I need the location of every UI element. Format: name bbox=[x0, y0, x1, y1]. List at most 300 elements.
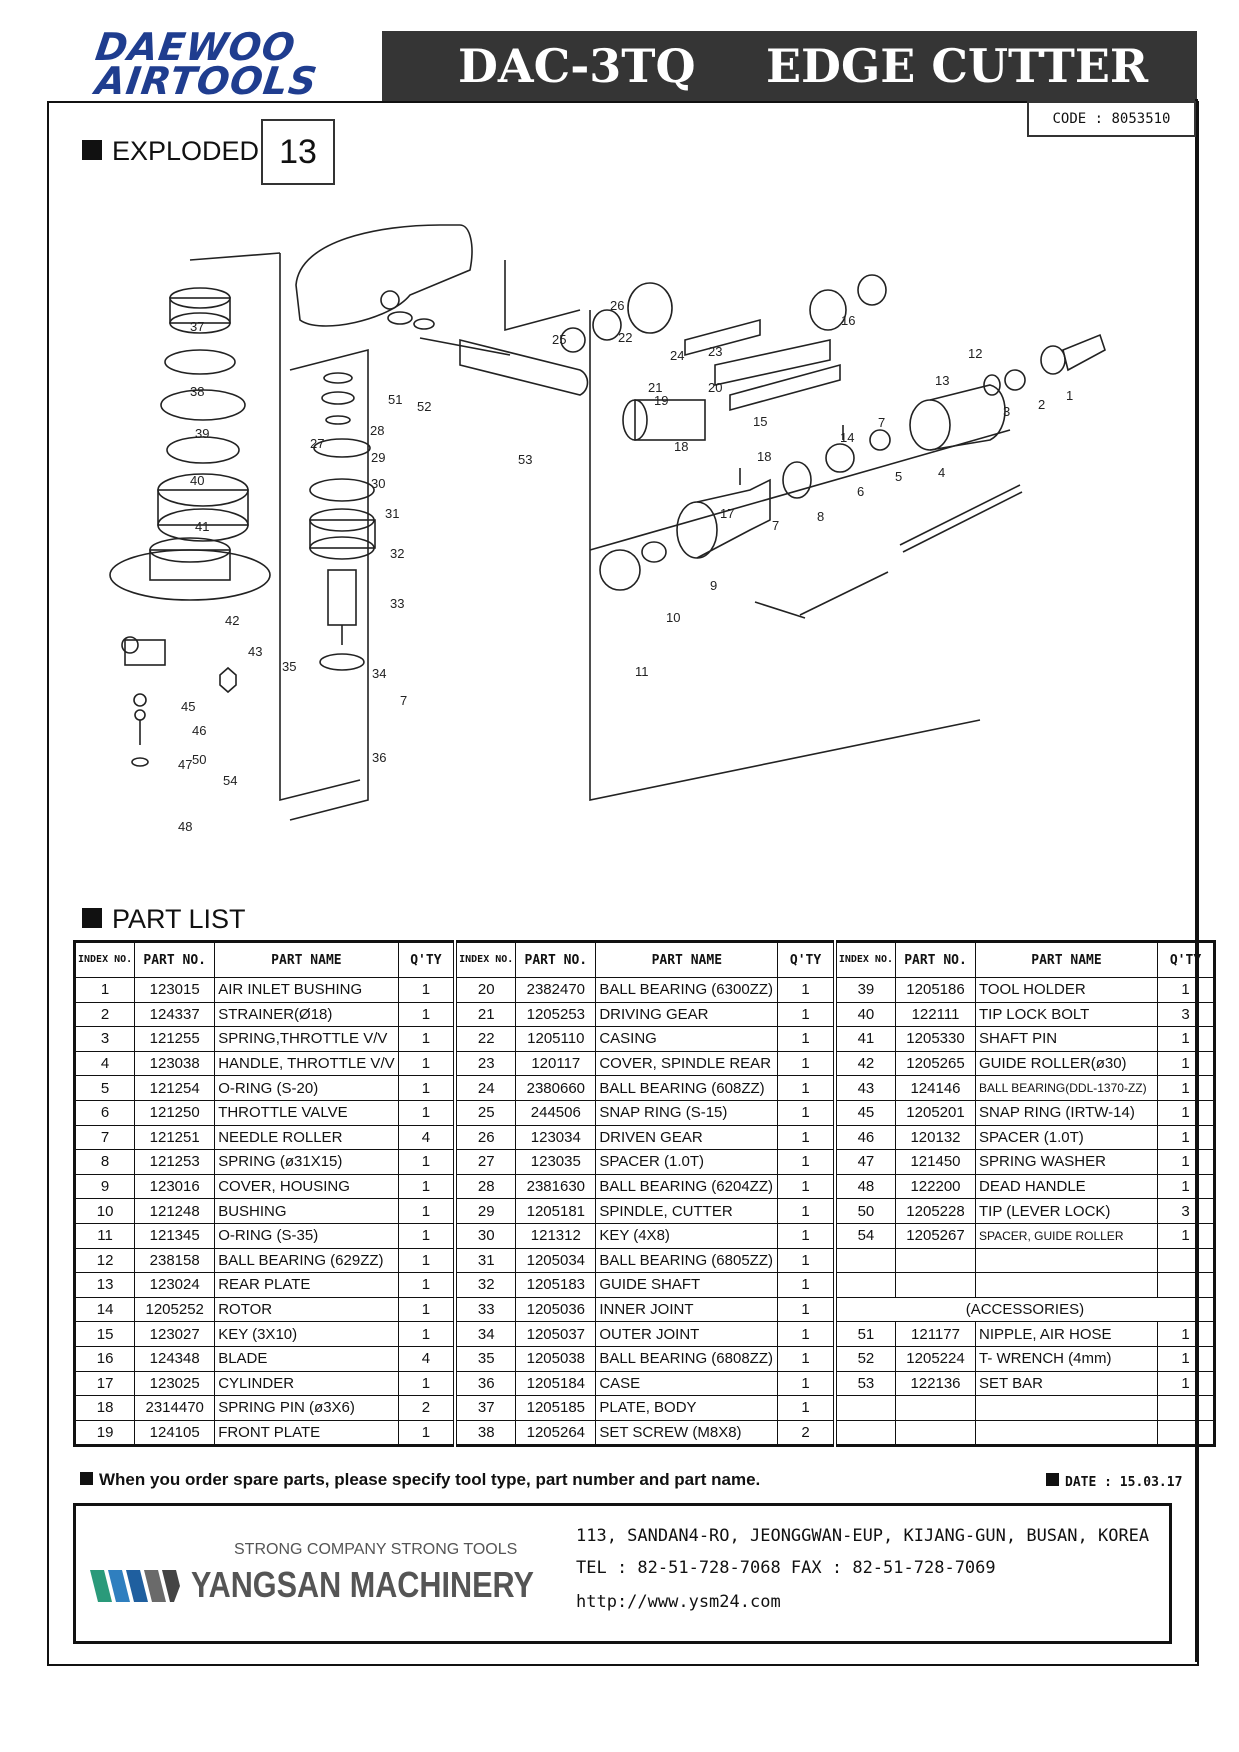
cell-part-no: 120117 bbox=[516, 1051, 596, 1076]
cell-index: 21 bbox=[455, 1002, 516, 1027]
table-row bbox=[75, 1174, 1215, 1199]
cell-index: 2 bbox=[75, 1002, 135, 1027]
cell-part-name: BALL BEARING (6808ZZ) bbox=[596, 1346, 778, 1371]
bullet-square-icon bbox=[82, 140, 102, 160]
cell-part-name: TIP (LEVER LOCK) bbox=[976, 1199, 1158, 1224]
diagram-label: 7 bbox=[400, 693, 408, 708]
cell-part-name: NIPPLE, AIR HOSE bbox=[976, 1322, 1158, 1347]
cell-index: 16 bbox=[75, 1346, 135, 1371]
date-stamp bbox=[1046, 1473, 1182, 1490]
cell-part-no bbox=[896, 1396, 976, 1421]
cell-qty: 1 bbox=[398, 1150, 455, 1175]
diagram-label: 29 bbox=[371, 450, 386, 465]
cell-part-name: CASE bbox=[596, 1371, 778, 1396]
cell-qty: 1 bbox=[1158, 1174, 1215, 1199]
parts-table bbox=[73, 940, 1216, 1447]
cell-part-no: 123025 bbox=[135, 1371, 215, 1396]
cell-qty: 1 bbox=[778, 978, 835, 1003]
header-part-no: PART NO. bbox=[516, 942, 596, 978]
diagram-label: 2 bbox=[1038, 397, 1046, 412]
header-part-name: PART NAME bbox=[976, 942, 1158, 978]
cell-part-no: 123027 bbox=[135, 1322, 215, 1347]
title-bar bbox=[382, 31, 1197, 101]
diagram-label: 28 bbox=[370, 423, 385, 438]
cell-qty: 3 bbox=[1158, 1002, 1215, 1027]
cell-part-no bbox=[896, 1248, 976, 1273]
cell-part-name: BALL BEARING (608ZZ) bbox=[596, 1076, 778, 1101]
diagram-label: 33 bbox=[390, 596, 405, 611]
cell-part-no: 122111 bbox=[896, 1002, 976, 1027]
cell-part-no: 1205036 bbox=[516, 1297, 596, 1322]
cell-part-name: AIR INLET BUSHING bbox=[215, 978, 398, 1003]
cell-part-name: GUIDE SHAFT bbox=[596, 1273, 778, 1298]
cell-index: 35 bbox=[455, 1346, 516, 1371]
parts-table-body bbox=[75, 978, 1215, 1446]
diagram-label: 17 bbox=[720, 506, 735, 521]
cell-index: 52 bbox=[835, 1346, 896, 1371]
cell-part-no: 123035 bbox=[516, 1150, 596, 1175]
table-row bbox=[75, 1051, 1215, 1076]
diagram-label: 12 bbox=[968, 346, 983, 361]
cell-part-no: 122200 bbox=[896, 1174, 976, 1199]
cell-part-no: 124105 bbox=[135, 1420, 215, 1446]
cell-qty: 1 bbox=[778, 1174, 835, 1199]
cell-part-name: BALL BEARING (6805ZZ) bbox=[596, 1248, 778, 1273]
cell-part-no: 244506 bbox=[516, 1100, 596, 1125]
company-slogan: STRONG COMPANY STRONG TOOLS bbox=[234, 1541, 518, 1558]
diagram-label: 6 bbox=[857, 484, 865, 499]
cell-qty: 1 bbox=[778, 1027, 835, 1052]
exploded-heading bbox=[82, 136, 259, 167]
cell-part-name: BALL BEARING (629ZZ) bbox=[215, 1248, 398, 1273]
diagram-label: 11 bbox=[635, 664, 649, 679]
diagram-label: 5 bbox=[895, 469, 903, 484]
cell-qty: 1 bbox=[778, 1273, 835, 1298]
cell-part-name: KEY (4X8) bbox=[596, 1223, 778, 1248]
cell-qty: 1 bbox=[398, 1248, 455, 1273]
diagram-label: 43 bbox=[248, 644, 263, 659]
cell-part-no: 121312 bbox=[516, 1223, 596, 1248]
cell-qty: 1 bbox=[778, 1371, 835, 1396]
cell-index bbox=[835, 1248, 896, 1273]
order-note-text: When you order spare parts, please specify tool type, part number and part name. bbox=[99, 1470, 761, 1489]
cell-qty: 1 bbox=[1158, 1346, 1215, 1371]
cell-part-name bbox=[976, 1396, 1158, 1421]
diagram-label: 45 bbox=[181, 699, 196, 714]
cell-qty: 1 bbox=[778, 1248, 835, 1273]
cell-part-no: 1205181 bbox=[516, 1199, 596, 1224]
cell-part-name: BUSHING bbox=[215, 1199, 398, 1224]
cell-qty: 1 bbox=[398, 1002, 455, 1027]
cell-qty: 1 bbox=[1158, 1027, 1215, 1052]
table-row bbox=[75, 1396, 1215, 1421]
cell-qty: 1 bbox=[398, 1297, 455, 1322]
cell-qty: 3 bbox=[1158, 1199, 1215, 1224]
cell-index: 53 bbox=[835, 1371, 896, 1396]
diagram-label: 22 bbox=[618, 330, 633, 345]
diagram-label: 34 bbox=[372, 666, 387, 681]
cell-part-name: SET BAR bbox=[976, 1371, 1158, 1396]
cell-index bbox=[835, 1420, 896, 1446]
cell-qty: 1 bbox=[398, 1420, 455, 1446]
header-qty: Q'TY bbox=[1158, 942, 1215, 978]
company-name: YANGSAN MACHINERY bbox=[191, 1564, 534, 1605]
cell-index: 48 bbox=[835, 1174, 896, 1199]
cell-index: 40 bbox=[835, 1002, 896, 1027]
cell-part-no: 121250 bbox=[135, 1100, 215, 1125]
cell-qty: 1 bbox=[1158, 1076, 1215, 1101]
cell-part-name: SPRING,THROTTLE V/V bbox=[215, 1027, 398, 1052]
cell-index: 37 bbox=[455, 1396, 516, 1421]
cell-qty bbox=[1158, 1273, 1215, 1298]
cell-index: 24 bbox=[455, 1076, 516, 1101]
header-part-no: PART NO. bbox=[896, 942, 976, 978]
diagram-label: 52 bbox=[417, 399, 432, 414]
cell-qty: 2 bbox=[398, 1396, 455, 1421]
cell-qty bbox=[1158, 1420, 1215, 1446]
diagram-label: 53 bbox=[518, 452, 533, 467]
cell-qty: 4 bbox=[398, 1125, 455, 1150]
company-phone: TEL : 82-51-728-7068 FAX : 82-51-728-7069 bbox=[576, 1558, 996, 1578]
cell-index: 22 bbox=[455, 1027, 516, 1052]
cell-part-no: 124337 bbox=[135, 1002, 215, 1027]
cell-part-name: SPRING (ø31X15) bbox=[215, 1150, 398, 1175]
cell-index: 51 bbox=[835, 1322, 896, 1347]
diagram-label: 19 bbox=[654, 393, 669, 408]
cell-part-no: 123024 bbox=[135, 1273, 215, 1298]
cell-part-name: SPACER (1.0T) bbox=[596, 1150, 778, 1175]
cell-qty: 1 bbox=[778, 1223, 835, 1248]
cell-part-name bbox=[976, 1420, 1158, 1446]
table-row bbox=[75, 1273, 1215, 1298]
cell-part-name: T- WRENCH (4mm) bbox=[976, 1346, 1158, 1371]
cell-index: 47 bbox=[835, 1150, 896, 1175]
table-row bbox=[75, 1027, 1215, 1052]
cell-qty: 1 bbox=[398, 1273, 455, 1298]
page-number: 13 bbox=[261, 119, 335, 185]
cell-qty: 1 bbox=[398, 978, 455, 1003]
cell-part-name: TOOL HOLDER bbox=[976, 978, 1158, 1003]
table-row bbox=[75, 1002, 1215, 1027]
product-code: CODE : 8053510 bbox=[1027, 101, 1196, 137]
cell-index: 39 bbox=[835, 978, 896, 1003]
cell-index: 46 bbox=[835, 1125, 896, 1150]
cell-part-name: SPRING PIN (ø3X6) bbox=[215, 1396, 398, 1421]
partlist-heading bbox=[82, 904, 246, 935]
cell-qty: 1 bbox=[778, 1076, 835, 1101]
table-row bbox=[75, 1371, 1215, 1396]
cell-part-name: GUIDE ROLLER(ø30) bbox=[976, 1051, 1158, 1076]
partlist-label: PART LIST bbox=[112, 904, 246, 934]
cell-part-no: 1205253 bbox=[516, 1002, 596, 1027]
cell-index: 6 bbox=[75, 1100, 135, 1125]
cell-part-no: 123016 bbox=[135, 1174, 215, 1199]
logo-line1: DAEWOO bbox=[92, 25, 299, 69]
cell-index: 7 bbox=[75, 1125, 135, 1150]
diagram-label: 31 bbox=[385, 506, 400, 521]
cell-index: 33 bbox=[455, 1297, 516, 1322]
cell-qty: 1 bbox=[398, 1076, 455, 1101]
cell-qty: 1 bbox=[778, 1346, 835, 1371]
header-index: INDEX NO. bbox=[455, 942, 516, 978]
cell-qty: 1 bbox=[778, 1002, 835, 1027]
bullet-square-icon bbox=[80, 1472, 93, 1485]
table-row bbox=[75, 1076, 1215, 1101]
cell-part-no: 1205252 bbox=[135, 1297, 215, 1322]
cell-index: 5 bbox=[75, 1076, 135, 1101]
cell-part-no: 121254 bbox=[135, 1076, 215, 1101]
diagram-label: 14 bbox=[840, 430, 855, 445]
cell-part-no: 1205186 bbox=[896, 978, 976, 1003]
cell-index: 8 bbox=[75, 1150, 135, 1175]
diagram-label: 46 bbox=[192, 723, 207, 738]
cell-part-name: CYLINDER bbox=[215, 1371, 398, 1396]
product-name: EDGE CUTTER bbox=[766, 39, 1149, 93]
company-url[interactable]: http://www.ysm24.com bbox=[576, 1592, 781, 1612]
cell-index: 41 bbox=[835, 1027, 896, 1052]
cell-part-name: BALL BEARING (6300ZZ) bbox=[596, 978, 778, 1003]
cell-part-no: 121255 bbox=[135, 1027, 215, 1052]
cell-part-no: 121345 bbox=[135, 1223, 215, 1248]
cell-part-name: SPINDLE, CUTTER bbox=[596, 1199, 778, 1224]
diagram-label: 50 bbox=[192, 752, 207, 767]
diagram-label: 42 bbox=[225, 613, 240, 628]
cell-part-name: COVER, HOUSING bbox=[215, 1174, 398, 1199]
cell-part-no: 123038 bbox=[135, 1051, 215, 1076]
cell-part-no: 1205228 bbox=[896, 1199, 976, 1224]
bullet-square-icon bbox=[82, 908, 102, 928]
cell-index: 11 bbox=[75, 1223, 135, 1248]
header-index: INDEX NO. bbox=[835, 942, 896, 978]
cell-part-name: SPRING WASHER bbox=[976, 1150, 1158, 1175]
cell-qty: 1 bbox=[1158, 1150, 1215, 1175]
cell-part-name: TIP LOCK BOLT bbox=[976, 1002, 1158, 1027]
order-note bbox=[80, 1470, 760, 1490]
cell-part-no: 121177 bbox=[896, 1322, 976, 1347]
cell-index: 43 bbox=[835, 1076, 896, 1101]
cell-qty: 1 bbox=[1158, 1125, 1215, 1150]
cell-part-name: SNAP RING (S-15) bbox=[596, 1100, 778, 1125]
header-qty: Q'TY bbox=[778, 942, 835, 978]
cell-part-no: 1205185 bbox=[516, 1396, 596, 1421]
diagram-label: 3 bbox=[1003, 404, 1011, 419]
logo-line2: AIRTOOLS bbox=[92, 59, 321, 103]
cell-qty: 1 bbox=[778, 1297, 835, 1322]
diagram-label: 36 bbox=[372, 750, 387, 765]
header-part-no: PART NO. bbox=[135, 942, 215, 978]
cell-part-name: SNAP RING (IRTW-14) bbox=[976, 1100, 1158, 1125]
cell-part-name: BALL BEARING (6204ZZ) bbox=[596, 1174, 778, 1199]
diagram-label: 15 bbox=[753, 414, 768, 429]
cell-qty: 1 bbox=[398, 1322, 455, 1347]
cell-qty: 1 bbox=[1158, 1100, 1215, 1125]
cell-part-name: INNER JOINT bbox=[596, 1297, 778, 1322]
diagram-label: 20 bbox=[708, 380, 723, 395]
cell-index bbox=[835, 1273, 896, 1298]
cell-part-name: BLADE bbox=[215, 1346, 398, 1371]
diagram-label: 21 bbox=[648, 380, 663, 395]
bullet-square-icon bbox=[1046, 1473, 1059, 1486]
cell-part-no: 2314470 bbox=[135, 1396, 215, 1421]
accessories-heading: (ACCESSORIES) bbox=[835, 1297, 1215, 1322]
diagram-label: 26 bbox=[610, 298, 625, 313]
cell-qty: 1 bbox=[778, 1150, 835, 1175]
cell-part-no: 121450 bbox=[896, 1150, 976, 1175]
cell-qty: 1 bbox=[398, 1051, 455, 1076]
cell-qty: 1 bbox=[1158, 1322, 1215, 1347]
table-row bbox=[75, 978, 1215, 1003]
cell-part-name: SHAFT PIN bbox=[976, 1027, 1158, 1052]
table-row bbox=[75, 1297, 1215, 1322]
cell-index: 34 bbox=[455, 1322, 516, 1347]
cell-part-name: DEAD HANDLE bbox=[976, 1174, 1158, 1199]
diagram-label: 16 bbox=[841, 313, 856, 328]
cell-part-name: DRIVING GEAR bbox=[596, 1002, 778, 1027]
cell-index: 26 bbox=[455, 1125, 516, 1150]
table-row bbox=[75, 1248, 1215, 1273]
diagram-label: 18 bbox=[757, 449, 772, 464]
cell-qty: 1 bbox=[1158, 1051, 1215, 1076]
cell-part-name: DRIVEN GEAR bbox=[596, 1125, 778, 1150]
cell-part-name: O-RING (S-20) bbox=[215, 1076, 398, 1101]
cell-part-no: 124146 bbox=[896, 1076, 976, 1101]
diagram-label: 39 bbox=[195, 426, 210, 441]
cell-index: 25 bbox=[455, 1100, 516, 1125]
cell-part-no: 121251 bbox=[135, 1125, 215, 1150]
cell-part-name: FRONT PLATE bbox=[215, 1420, 398, 1446]
diagram-label: 32 bbox=[390, 546, 405, 561]
cell-part-no bbox=[896, 1273, 976, 1298]
diagram-label: 48 bbox=[178, 819, 193, 834]
table-row bbox=[75, 1199, 1215, 1224]
cell-qty: 1 bbox=[1158, 1223, 1215, 1248]
model-number: DAC-3TQ bbox=[458, 39, 696, 93]
cell-index: 30 bbox=[455, 1223, 516, 1248]
diagram-label: 27 bbox=[310, 436, 325, 451]
cell-part-no: 2380660 bbox=[516, 1076, 596, 1101]
cell-index: 20 bbox=[455, 978, 516, 1003]
exploded-label: EXPLODED bbox=[112, 136, 260, 166]
table-row bbox=[75, 1346, 1215, 1371]
cell-index: 1 bbox=[75, 978, 135, 1003]
diagram-label: 18 bbox=[674, 439, 689, 454]
diagram-label: 7 bbox=[772, 518, 780, 533]
cell-qty bbox=[1158, 1396, 1215, 1421]
cell-part-no: 1205038 bbox=[516, 1346, 596, 1371]
cell-part-no: 121253 bbox=[135, 1150, 215, 1175]
diagram-label: 9 bbox=[710, 578, 718, 593]
cell-qty: 1 bbox=[398, 1371, 455, 1396]
cell-index: 32 bbox=[455, 1273, 516, 1298]
cell-index: 29 bbox=[455, 1199, 516, 1224]
cell-part-name: PLATE, BODY bbox=[596, 1396, 778, 1421]
cell-part-name: ROTOR bbox=[215, 1297, 398, 1322]
diagram-label: 35 bbox=[282, 659, 297, 674]
cell-part-name: HANDLE, THROTTLE V/V bbox=[215, 1051, 398, 1076]
exploded-diagram bbox=[60, 200, 1185, 870]
diagram-label: 13 bbox=[935, 373, 950, 388]
cell-part-no: 121248 bbox=[135, 1199, 215, 1224]
cell-part-no: 1205265 bbox=[896, 1051, 976, 1076]
diagram-label: 30 bbox=[371, 476, 386, 491]
cell-part-no: 1205224 bbox=[896, 1346, 976, 1371]
cell-part-name bbox=[976, 1273, 1158, 1298]
cell-part-name bbox=[976, 1248, 1158, 1273]
cell-part-no: 1205037 bbox=[516, 1322, 596, 1347]
cell-part-no: 1205184 bbox=[516, 1371, 596, 1396]
cell-qty: 1 bbox=[398, 1100, 455, 1125]
cell-part-name: BALL BEARING(DDL-1370-ZZ) bbox=[976, 1076, 1158, 1101]
cell-qty: 1 bbox=[398, 1174, 455, 1199]
cell-part-no: 2381630 bbox=[516, 1174, 596, 1199]
cell-qty: 1 bbox=[778, 1125, 835, 1150]
cell-index: 12 bbox=[75, 1248, 135, 1273]
cell-qty: 1 bbox=[778, 1396, 835, 1421]
cell-part-name: STRAINER(Ø18) bbox=[215, 1002, 398, 1027]
cell-part-no: 1205267 bbox=[896, 1223, 976, 1248]
daewoo-logo bbox=[92, 25, 336, 103]
cell-index: 10 bbox=[75, 1199, 135, 1224]
cell-index: 27 bbox=[455, 1150, 516, 1175]
table-row bbox=[75, 1125, 1215, 1150]
cell-part-no: 124348 bbox=[135, 1346, 215, 1371]
cell-part-no: 1205034 bbox=[516, 1248, 596, 1273]
cell-part-no: 2382470 bbox=[516, 978, 596, 1003]
diagram-label: 40 bbox=[190, 473, 205, 488]
cell-part-no: 1205264 bbox=[516, 1420, 596, 1446]
diagram-label: 41 bbox=[195, 519, 210, 534]
cell-qty: 1 bbox=[398, 1199, 455, 1224]
table-row bbox=[75, 1322, 1215, 1347]
cell-index: 28 bbox=[455, 1174, 516, 1199]
cell-part-name: REAR PLATE bbox=[215, 1273, 398, 1298]
diagram-label: 25 bbox=[552, 332, 567, 347]
table-row bbox=[75, 1150, 1215, 1175]
cell-index: 9 bbox=[75, 1174, 135, 1199]
diagram-label: 10 bbox=[666, 610, 681, 625]
cell-qty bbox=[1158, 1248, 1215, 1273]
diagram-label: 8 bbox=[817, 509, 825, 524]
cell-qty: 1 bbox=[1158, 1371, 1215, 1396]
cell-index: 38 bbox=[455, 1420, 516, 1446]
cell-part-name: SPACER (1.0T) bbox=[976, 1125, 1158, 1150]
diagram-label: 23 bbox=[708, 344, 723, 359]
table-row bbox=[75, 1420, 1215, 1446]
cell-part-name: KEY (3X10) bbox=[215, 1322, 398, 1347]
cell-index bbox=[835, 1396, 896, 1421]
header-part-name: PART NAME bbox=[215, 942, 398, 978]
cell-index: 4 bbox=[75, 1051, 135, 1076]
company-address: 113, SANDAN4-RO, JEONGGWAN-EUP, KIJANG-GUN, BUSAN, KOREA bbox=[576, 1526, 1150, 1546]
table-header-row bbox=[75, 942, 1215, 978]
header-qty: Q'TY bbox=[398, 942, 455, 978]
cell-qty: 1 bbox=[778, 1199, 835, 1224]
cell-index: 42 bbox=[835, 1051, 896, 1076]
cell-qty: 1 bbox=[398, 1027, 455, 1052]
cell-index: 19 bbox=[75, 1420, 135, 1446]
cell-part-no: 238158 bbox=[135, 1248, 215, 1273]
cell-part-no bbox=[896, 1420, 976, 1446]
table-row bbox=[75, 1100, 1215, 1125]
date-text: DATE : 15.03.17 bbox=[1065, 1475, 1183, 1490]
cell-part-no: 123015 bbox=[135, 978, 215, 1003]
diagram-label: 4 bbox=[938, 465, 946, 480]
table-row bbox=[75, 1223, 1215, 1248]
cell-index: 23 bbox=[455, 1051, 516, 1076]
cell-qty: 2 bbox=[778, 1420, 835, 1446]
cell-part-no: 123034 bbox=[516, 1125, 596, 1150]
cell-part-name: CASING bbox=[596, 1027, 778, 1052]
